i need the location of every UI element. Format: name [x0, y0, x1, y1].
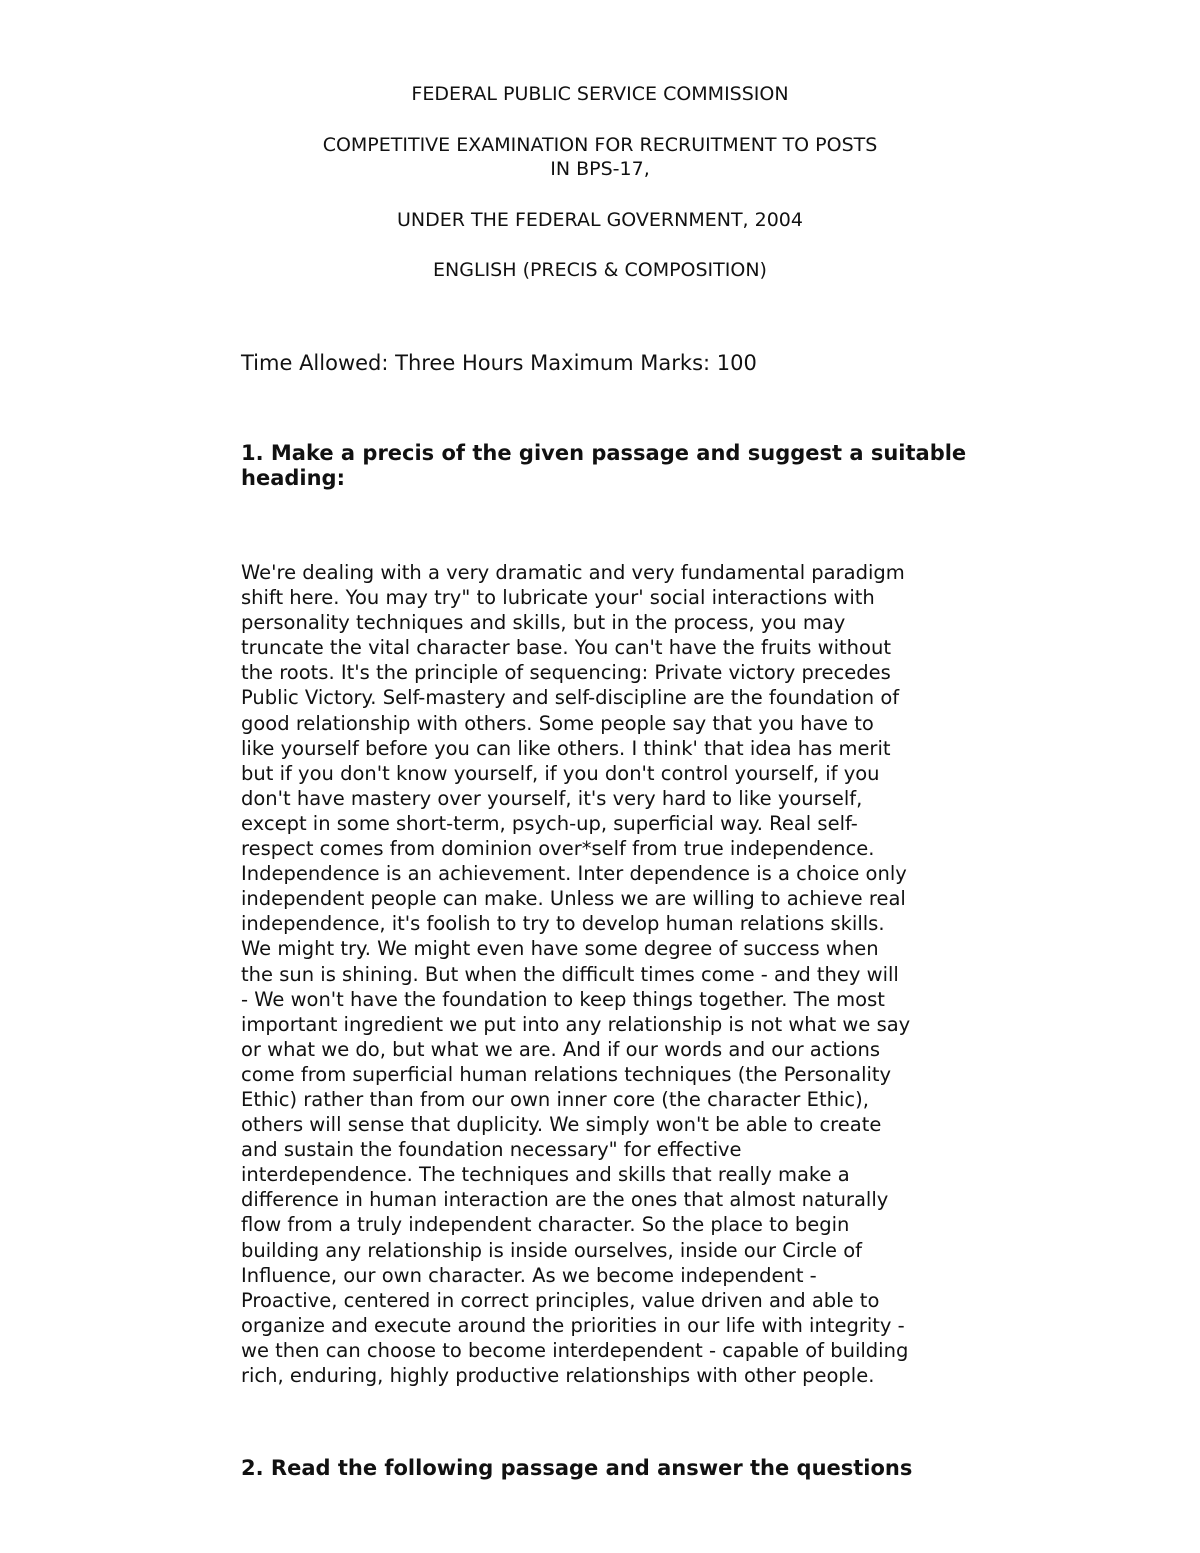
question-2-prompt: 2. Read the following passage and answer the questions [241, 1456, 913, 1480]
government-year: UNDER THE FEDERAL GOVERNMENT, 2004 [397, 209, 803, 231]
question-1-prompt: 1. Make a precis of the given passage and suggest a suitable heading: [241, 441, 967, 490]
precis-passage: We're dealing with a very dramatic and very fundamental paradigm shift here. You may try" to lubricate your' social interactions with personality techniques and skills, but in the process, you may truncate the vital character base. You can't have the fruits without the roots. It's the principle of sequencing: Private victory precedes Public Victory. Self-mastery and self-discipline are the foundation of good relationship with others. Some people say that you have to like yourself before you can like others. I think' that idea has merit but if you don't know yourself, if you don't control yourself, if you don't have mastery over yourself, it's very hard to like yourself, except in some short-term, psych-up, superficial way. Real self- respect comes from dominion over*self from true independence. Independence is an achievement. Inter dependence is a choice only independent people can make. Unless we are willing to achieve real independence, it's foolish to try to develop human relations skills. We might try. We might even have some degree of success when the sun is shining. But when the difficult times come - and they will - We won't have the foundation to keep things together. The most important ingredient we put into any relationship is not what we say or what we do, but what we are. And if our words and our actions come from superficial human relations techniques (the Personality Ethic) rather than from our own inner core (the character Ethic), others will sense that duplicity. We simply won't be able to create and sustain the foundation necessary" for effective interdependence. The techniques and skills that really make a difference in human interaction are the ones that almost naturally flow from a truly independent character. So the place to begin building any relationship is inside ourselves, inside our Circle of Influence, our own character. As we become independent - Proactive, centered in correct principles, value driven and able to organize and execute around the priorities in our life with integrity - we then can choose to become interdependent - capable of building rich, enduring, highly productive relationships with other people. [241, 561, 911, 1387]
exam-title: COMPETITIVE EXAMINATION FOR RECRUITMENT TO POSTS IN BPS-17, [322, 134, 878, 180]
commission-title: FEDERAL PUBLIC SERVICE COMMISSION [411, 83, 789, 105]
subject-title: ENGLISH (PRECIS & COMPOSITION) [433, 259, 767, 281]
time-and-marks: Time Allowed: Three Hours Maximum Marks: 100 [241, 351, 757, 375]
